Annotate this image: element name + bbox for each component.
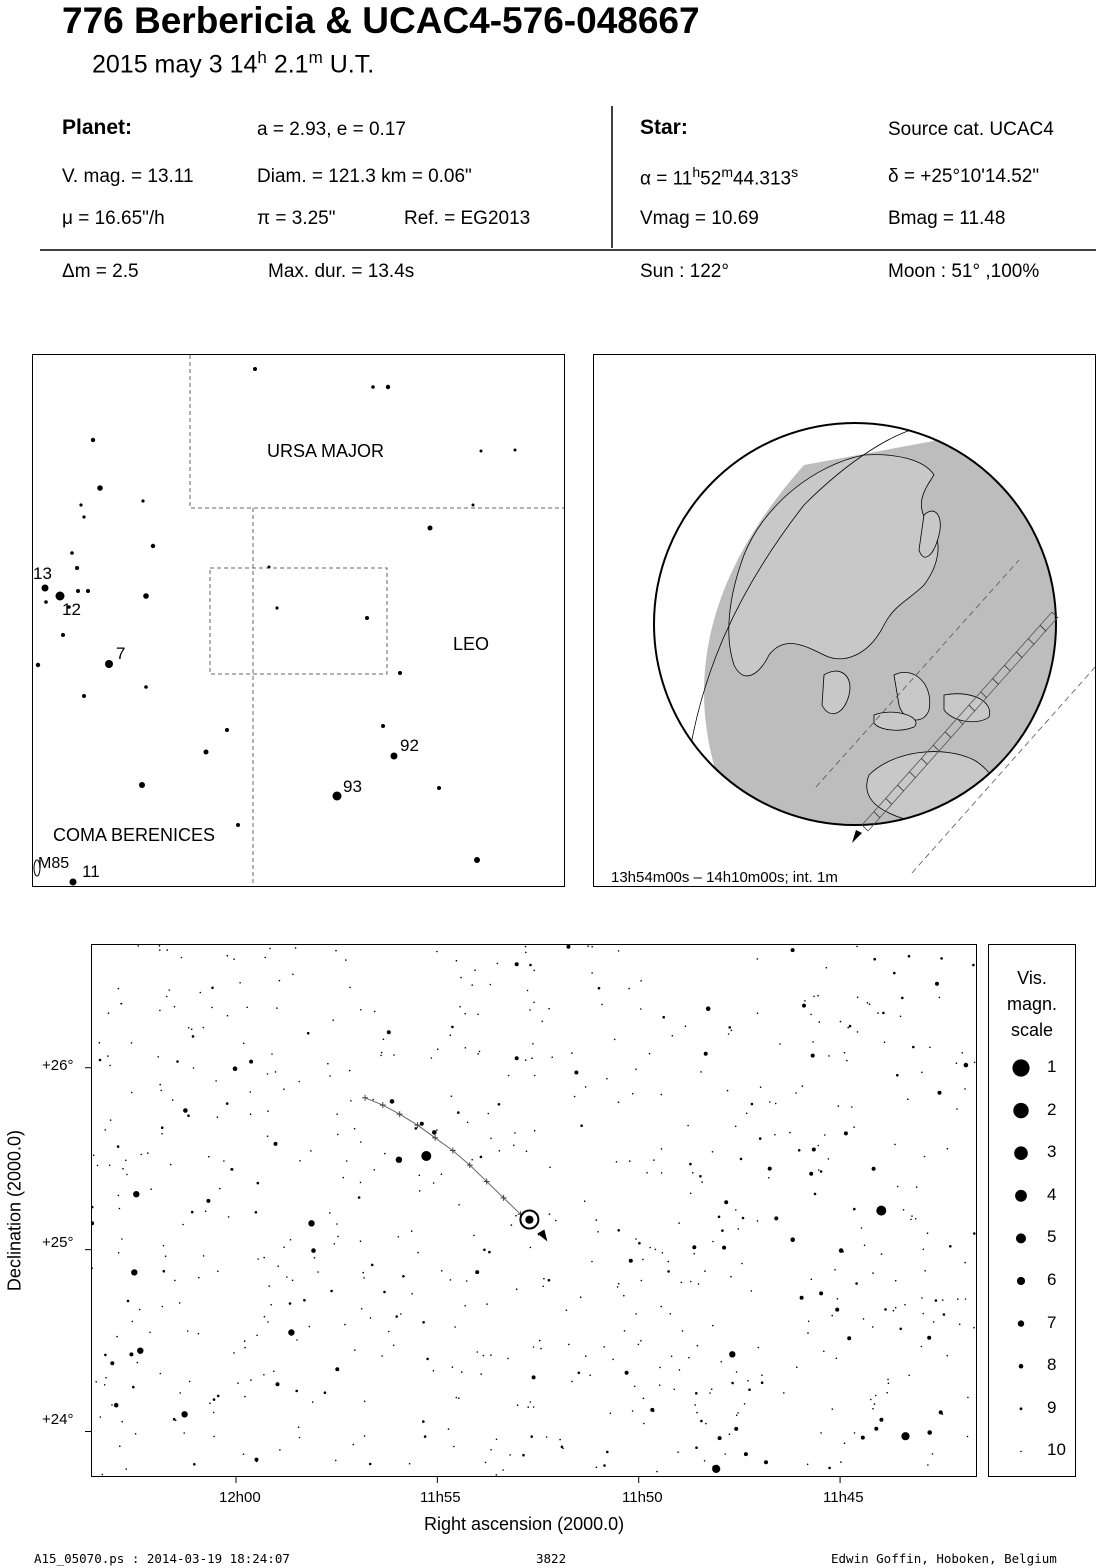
hour-unit: h [257,48,267,67]
constellation-ursa-major: URSA MAJOR [267,441,385,461]
x-axis-label: Right ascension (2000.0) [424,1514,625,1534]
star-label-12: 12 [62,600,81,619]
time-suffix: U.T. [322,50,375,79]
planet-motion: μ = 16.65"/h [62,208,165,229]
star-label-11: 11 [82,862,100,881]
star-vmag: Vmag = 10.69 [640,208,759,229]
planet-reference: Ref. = EG2013 [404,208,531,229]
date-text: 2015 may 3 14 [92,50,258,79]
footer-number: 3822 [536,1551,567,1566]
legend-dot-3 [1014,1146,1028,1160]
star-bmag: Bmag = 11.48 [888,208,1006,229]
legend-dot-7 [1018,1320,1024,1326]
footer-file-info: A15_05070.ps : 2014-03-19 18:24:07 [34,1551,290,1566]
planet-vmag: V. mag. = 13.11 [62,166,194,187]
legend-label-6: 6 [1047,1270,1057,1289]
legend-dot-9 [1020,1407,1023,1410]
x-tick-11h45: 11h45 [823,1489,864,1506]
x-tick-11h55: 11h55 [420,1489,461,1506]
constellation-coma-berenices: COMA BERENICES [53,825,216,845]
y-tick-24: +24° [42,1411,74,1428]
constellation-leo: LEO [453,634,490,654]
ra-prefix: α = 11 [640,168,693,190]
galaxy-label-m85: M85 [38,855,70,872]
delta-mag: Δm = 2.5 [62,261,139,282]
planet-diameter: Diam. = 121.3 km = 0.06" [257,166,472,187]
star-source: Source cat. UCAC4 [888,119,1054,140]
ra-m-unit: m [721,164,733,180]
legend-label-10: 10 [1047,1440,1066,1460]
legend-label-3: 3 [1047,1142,1057,1162]
x-tick-11h50: 11h50 [622,1489,663,1506]
legend-dot-1 [1012,1059,1029,1076]
legend-label-9: 9 [1047,1397,1057,1417]
footer-author: Edwin Goffin, Hoboken, Belgium [831,1551,1057,1566]
y-tick-25: +25° [42,1234,74,1251]
minute-value: 2.1 [266,50,309,79]
star-label-92: 92 [400,736,419,755]
max-duration: Max. dur. = 13.4s [268,261,415,282]
legend-label-5: 5 [1047,1227,1057,1247]
legend-label-1: 1 [1047,1057,1057,1076]
legend-dot-8 [1019,1364,1024,1369]
moon-info: Moon : 51° ,100% [888,261,1040,282]
legend-dot-4 [1015,1190,1027,1202]
planet-heading: Planet: [62,116,133,139]
star-label-7: 7 [116,644,126,663]
star-heading: Star: [640,116,688,139]
legend-label-4: 4 [1047,1184,1057,1204]
legend-title-line-3: scale [1010,1020,1054,1040]
planet-orbit: a = 2.93, e = 0.17 [257,119,406,140]
x-tick-12h00: 12h00 [219,1489,261,1506]
minute-unit: m [308,48,323,67]
ra-h-unit: h [692,164,701,180]
legend-label-7: 7 [1047,1312,1057,1332]
star-label-13: 13 [33,564,52,583]
ra-s-unit: s [791,164,799,180]
star-label-93: 93 [343,777,362,796]
legend-label-8: 8 [1047,1355,1057,1375]
legend-title-line-2: magn. [1006,994,1058,1014]
ra-seconds: 44.313 [732,168,792,190]
magnitude-legend [988,944,1076,1477]
sun-elongation: Sun : 122° [640,261,729,282]
legend-dot-2 [1013,1103,1028,1118]
star-dec: δ = +25°10'14.52" [888,166,1040,187]
y-axis-label: Declination (2000.0) [4,1129,25,1292]
legend-svg [989,945,1076,1477]
globe-caption: 13h54m00s – 14h10m00s; int. 1m [611,869,838,886]
legend-dot-6 [1017,1277,1025,1285]
planet-parallax: π = 3.25" [257,208,336,229]
legend-label-2: 2 [1047,1099,1057,1119]
legend-dot-5 [1016,1233,1026,1243]
legend-title-line-1: Vis. [1017,968,1047,988]
legend-dot-10 [1020,1451,1022,1453]
page-title: 776 Berbericia & UCAC4-576-048667 [62,0,700,41]
ra-minutes: 52 [700,168,722,190]
y-tick-26: +26° [42,1057,74,1074]
